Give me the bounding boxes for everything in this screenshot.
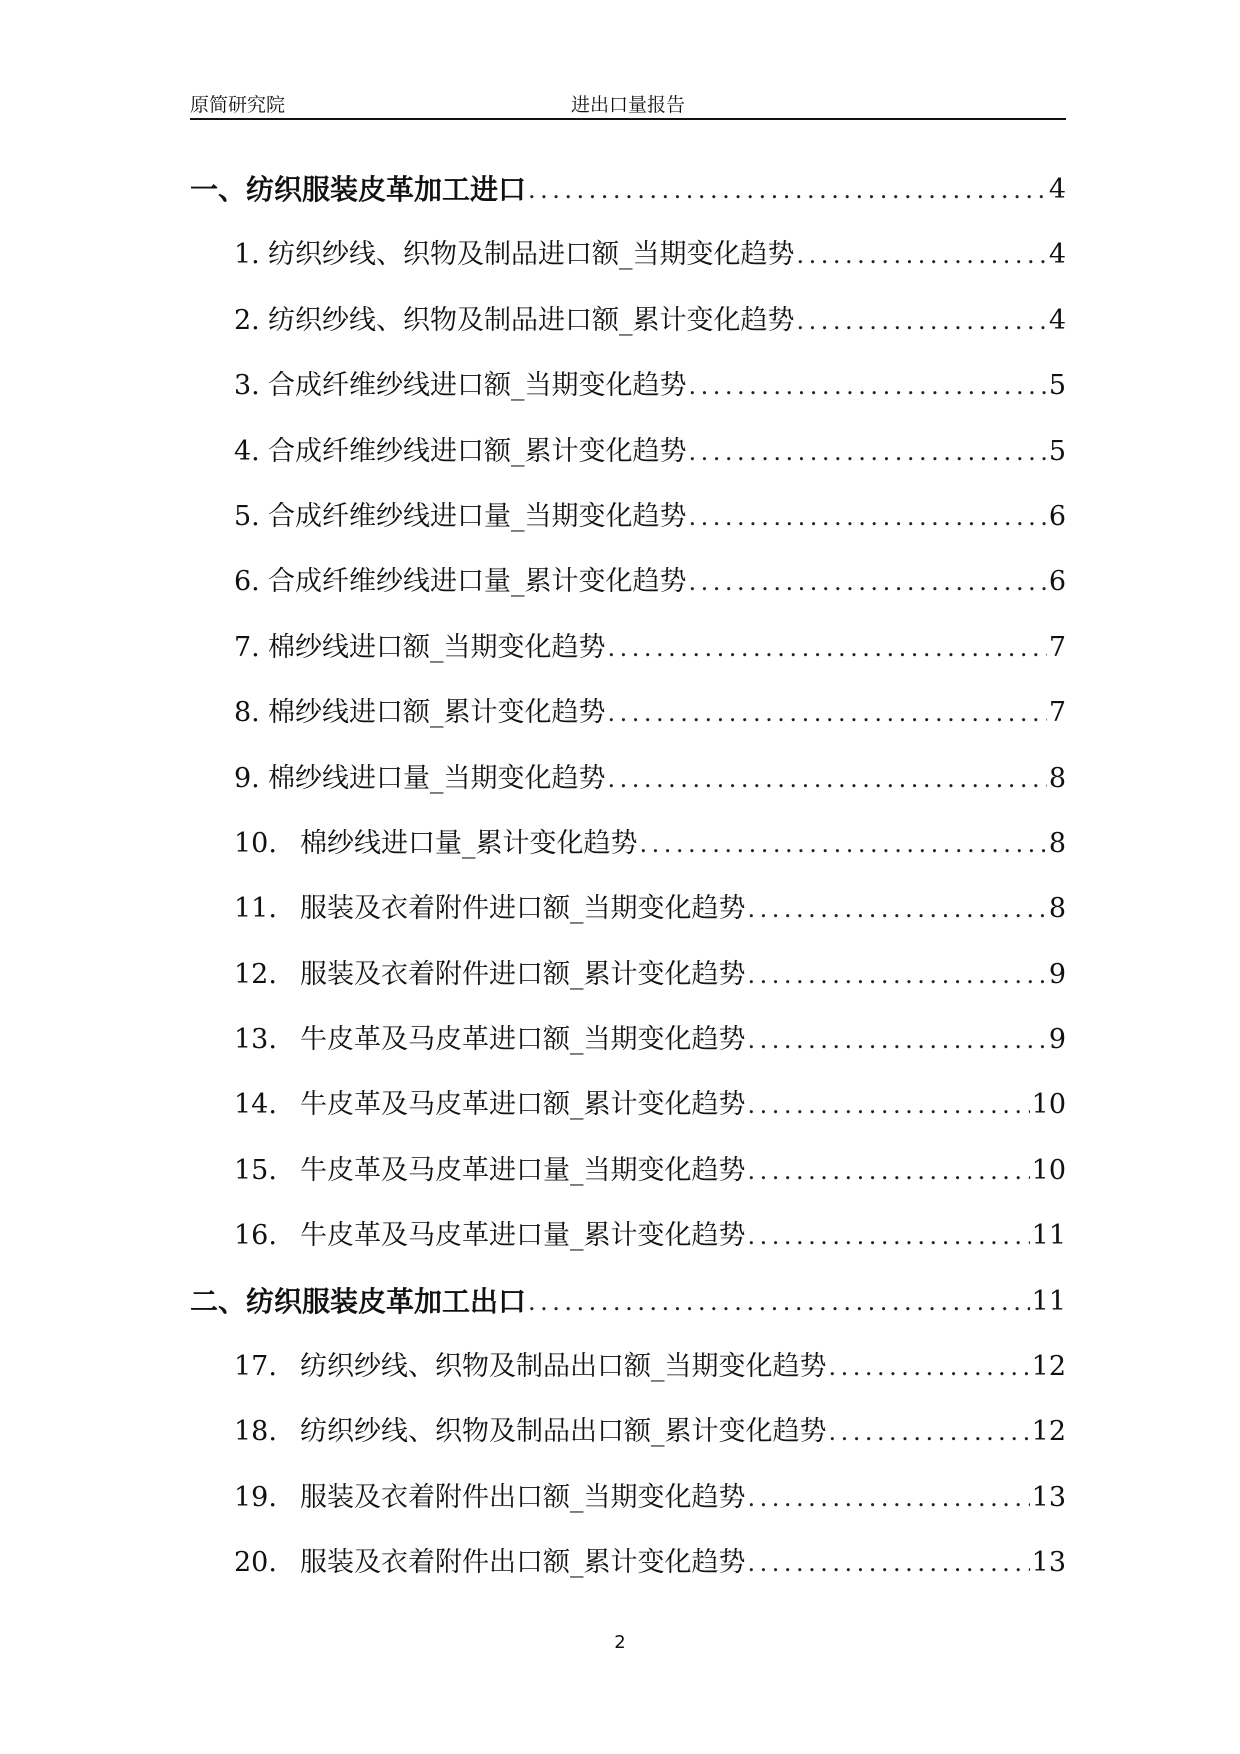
toc-entry-13[interactable]	[190, 1022, 1066, 1087]
toc-entry-9[interactable]	[190, 761, 1066, 826]
toc-entry-19[interactable]	[190, 1480, 1066, 1545]
toc-title: 服装及衣着附件出口额_当期变化趋势	[300, 1481, 746, 1513]
toc-leader-dots	[687, 434, 1047, 470]
toc-page: 9	[1048, 958, 1066, 990]
toc-section-1[interactable]	[190, 172, 1066, 237]
toc-page: 8	[1048, 827, 1066, 859]
toc-title: 服装及衣着附件进口额_累计变化趋势	[300, 958, 746, 990]
toc-page: 5	[1048, 435, 1066, 467]
toc-title: 服装及衣着附件进口额_当期变化趋势	[300, 893, 746, 925]
toc-page: 8	[1048, 762, 1066, 794]
toc-title: 棉纱线进口量_累计变化趋势	[300, 827, 638, 859]
toc-leader-dots	[746, 1218, 1030, 1254]
toc-number: 17.	[234, 1351, 277, 1383]
toc-leader-dots	[827, 1414, 1030, 1450]
toc-leader-dots	[795, 237, 1047, 273]
toc-page: 7	[1048, 631, 1066, 663]
toc-page: 12	[1031, 1351, 1066, 1383]
toc-number: 7.	[234, 631, 260, 663]
toc-page: 9	[1048, 1024, 1066, 1056]
toc-title: 合成纤维纱线进口额_当期变化趋势	[268, 370, 687, 402]
toc-number: 一、	[190, 173, 247, 206]
toc-leader-dots	[606, 630, 1047, 666]
toc-leader-dots	[827, 1349, 1030, 1385]
toc-entry-12[interactable]	[190, 957, 1066, 1022]
toc-title: 棉纱线进口额_当期变化趋势	[268, 631, 606, 663]
toc-entry-17[interactable]	[190, 1349, 1066, 1414]
toc-leader-dots	[687, 499, 1047, 535]
toc-number: 4.	[234, 435, 260, 467]
toc-number: 8.	[234, 697, 260, 729]
toc-title: 纺织纱线、织物及制品进口额_当期变化趋势	[268, 239, 795, 271]
page-header	[190, 88, 1066, 120]
toc-page: 12	[1031, 1416, 1066, 1448]
toc-leader-dots	[746, 957, 1047, 993]
toc-leader-dots	[638, 826, 1047, 862]
toc-title: 纺织纱线、织物及制品进口额_累计变化趋势	[268, 304, 795, 336]
toc-number: 16.	[234, 1220, 277, 1252]
header-report-title: 进出口量报告	[570, 94, 685, 116]
toc-number: 3.	[234, 370, 260, 402]
page-number: 2	[614, 1632, 626, 1653]
toc-title: 牛皮革及马皮革进口额_累计变化趋势	[300, 1089, 746, 1121]
toc-page: 13	[1031, 1547, 1066, 1579]
toc-number: 19.	[234, 1481, 277, 1513]
toc-page: 11	[1031, 1220, 1066, 1252]
toc-number: 11.	[234, 893, 277, 925]
toc-entry-1[interactable]	[190, 237, 1066, 302]
toc-entry-7[interactable]	[190, 630, 1066, 695]
toc-number: 18.	[234, 1416, 277, 1448]
toc-page: 4	[1048, 304, 1066, 336]
toc-number: 10.	[234, 827, 277, 859]
toc-title: 合成纤维纱线进口量_累计变化趋势	[268, 566, 687, 598]
toc-leader-dots	[526, 172, 1047, 208]
toc-leader-dots	[746, 891, 1047, 927]
toc-leader-dots	[746, 1153, 1030, 1189]
toc-leader-dots	[606, 695, 1047, 731]
toc-entry-18[interactable]	[190, 1414, 1066, 1479]
toc-title: 牛皮革及马皮革进口量_累计变化趋势	[300, 1220, 746, 1252]
toc-entry-4[interactable]	[190, 434, 1066, 499]
toc-number: 5.	[234, 500, 260, 532]
toc-entry-10[interactable]	[190, 826, 1066, 891]
header-organization: 原简研究院	[190, 94, 286, 116]
toc-leader-dots	[746, 1022, 1047, 1058]
toc-entry-8[interactable]	[190, 695, 1066, 760]
toc-page: 10	[1031, 1089, 1066, 1121]
toc-leader-dots	[606, 761, 1047, 797]
toc-entry-11[interactable]	[190, 891, 1066, 956]
toc-number: 15.	[234, 1154, 277, 1186]
toc-title: 合成纤维纱线进口额_累计变化趋势	[268, 435, 687, 467]
toc-number: 6.	[234, 566, 260, 598]
toc-number: 20.	[234, 1547, 277, 1579]
toc-page: 8	[1048, 893, 1066, 925]
toc-entry-2[interactable]	[190, 303, 1066, 368]
toc-number: 13.	[234, 1024, 277, 1056]
toc-entry-14[interactable]	[190, 1087, 1066, 1152]
toc-page: 10	[1031, 1154, 1066, 1186]
toc-entry-15[interactable]	[190, 1153, 1066, 1218]
toc-section-2[interactable]	[190, 1284, 1066, 1349]
toc-entry-16[interactable]	[190, 1218, 1066, 1283]
toc-number: 1.	[234, 239, 260, 271]
toc-page: 11	[1031, 1285, 1066, 1317]
toc-number: 14.	[234, 1089, 277, 1121]
toc-title: 牛皮革及马皮革进口量_当期变化趋势	[300, 1154, 746, 1186]
toc-title: 棉纱线进口量_当期变化趋势	[268, 762, 606, 794]
toc-number: 2.	[234, 304, 260, 336]
toc-title: 合成纤维纱线进口量_当期变化趋势	[268, 500, 687, 532]
toc-leader-dots	[746, 1480, 1030, 1516]
table-of-contents	[190, 172, 1066, 1611]
toc-page: 13	[1031, 1481, 1066, 1513]
toc-page: 4	[1048, 174, 1066, 205]
toc-title: 纺织纱线、织物及制品出口额_累计变化趋势	[300, 1416, 827, 1448]
toc-leader-dots	[746, 1545, 1030, 1581]
toc-title: 棉纱线进口额_累计变化趋势	[268, 697, 606, 729]
toc-leader-dots	[526, 1284, 1030, 1320]
toc-title: 纺织服装皮革加工进口	[246, 173, 527, 206]
toc-title: 纺织纱线、织物及制品出口额_当期变化趋势	[300, 1351, 827, 1383]
toc-number: 二、	[190, 1284, 247, 1318]
toc-leader-dots	[687, 564, 1047, 600]
toc-entry-20[interactable]	[190, 1545, 1066, 1610]
toc-title: 纺织服装皮革加工出口	[246, 1284, 527, 1318]
toc-page: 6	[1048, 500, 1066, 532]
toc-leader-dots	[746, 1087, 1030, 1123]
toc-entry-5[interactable]	[190, 499, 1066, 564]
toc-page: 5	[1048, 370, 1066, 402]
toc-title: 牛皮革及马皮革进口额_当期变化趋势	[300, 1024, 746, 1056]
toc-page: 7	[1048, 697, 1066, 729]
toc-page: 4	[1048, 239, 1066, 271]
toc-entry-3[interactable]	[190, 368, 1066, 433]
toc-page: 6	[1048, 566, 1066, 598]
toc-leader-dots	[687, 368, 1047, 404]
toc-number: 12.	[234, 958, 277, 990]
toc-number: 9.	[234, 762, 260, 794]
toc-leader-dots	[795, 303, 1047, 339]
toc-entry-6[interactable]	[190, 564, 1066, 629]
toc-title: 服装及衣着附件出口额_累计变化趋势	[300, 1547, 746, 1579]
